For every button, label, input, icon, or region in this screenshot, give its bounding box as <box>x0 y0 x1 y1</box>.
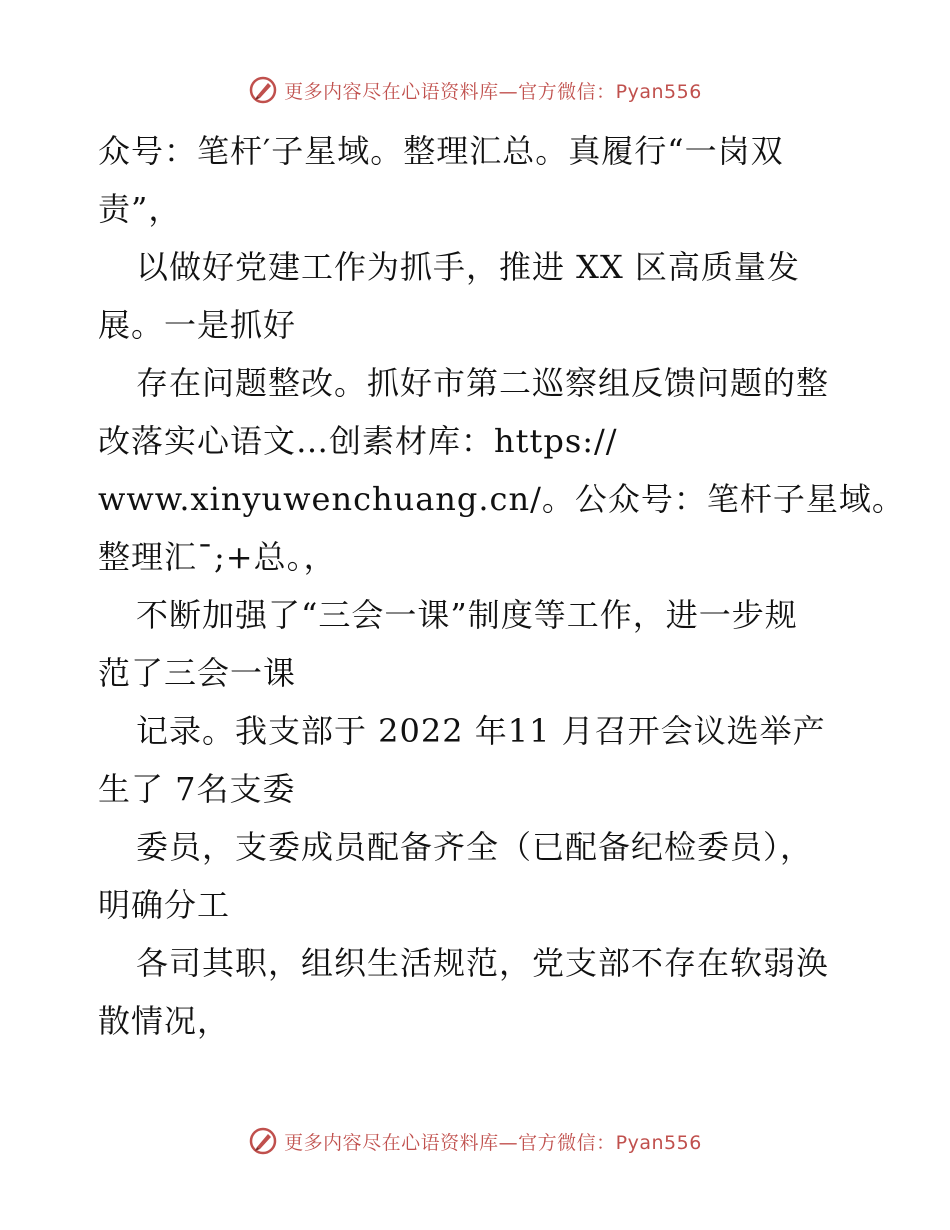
body-line: 存在问题整改。抓好市第二巡察组反馈问题的整 <box>136 364 830 402</box>
body-line: 各司其职，组织生活规范，党支部不存在软弱涣 <box>136 944 830 982</box>
body-line: www.xinyuwenchuang.cn/。公众号：笔杆子星域。 <box>98 480 905 518</box>
body-line: 改落实心语文…创素材库：https:// <box>98 422 618 460</box>
body-line: 生了 7名支委 <box>98 770 296 808</box>
footer-banner <box>0 1121 950 1161</box>
banner-text: 更多内容尽在心语资料库—官方微信：Pyan556 <box>284 80 702 103</box>
body-line: 以做好党建工作为抓手，推进 XX 区高质量发 <box>136 248 800 286</box>
banner-inner <box>248 75 702 105</box>
body-line: 委员，支委成员配备齐全（已配备纪检委员）， <box>136 828 814 866</box>
body-line: 散情况， <box>98 1002 231 1040</box>
body-line: 明确分工 <box>98 886 231 924</box>
document-body <box>98 122 905 1050</box>
pen-logo-icon <box>248 1126 278 1156</box>
body-line: 范了三会一课 <box>98 654 297 692</box>
body-line: 责”， <box>98 190 182 228</box>
header-banner <box>0 70 950 110</box>
body-line: 整理汇¯;+总。， <box>98 538 337 576</box>
body-line: 记录。我支部于 2022 年11 月召开会议选举产 <box>136 712 826 750</box>
body-line: 众号：笔杆′子星域。整理汇总。真履行“一岗双 <box>98 132 784 170</box>
pen-logo-icon <box>248 75 278 105</box>
banner-inner <box>248 1126 702 1156</box>
banner-text: 更多内容尽在心语资料库—官方微信：Pyan556 <box>284 1131 702 1154</box>
body-line: 不断加强了“三会一课”制度等工作，进一步规 <box>136 596 798 634</box>
body-line: 展。一是抓好 <box>98 306 297 344</box>
